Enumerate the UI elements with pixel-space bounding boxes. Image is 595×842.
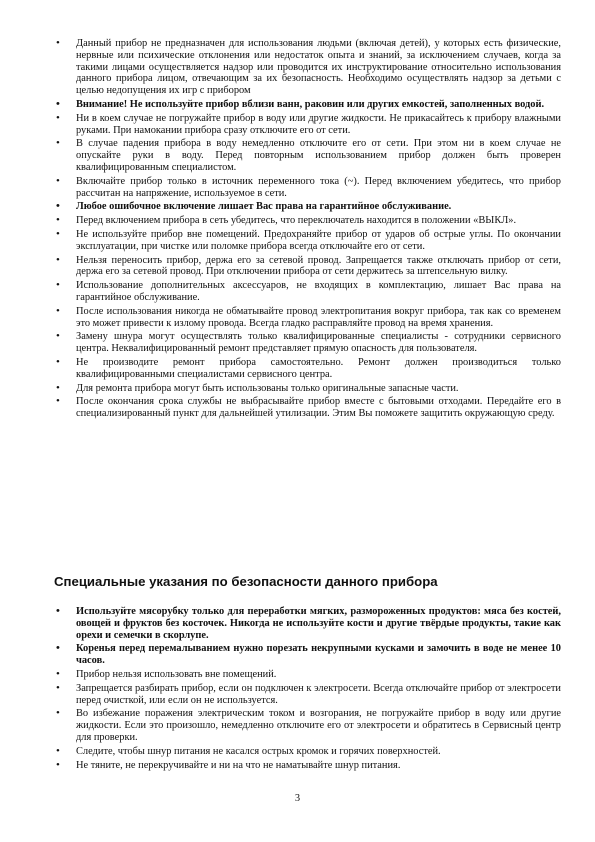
safety-item: • Использование дополнительных аксессуаров, не входящих в комплектацию, лишает Вас права на гарантийное обслуживание. xyxy=(54,280,561,304)
special-safety-list xyxy=(54,606,561,773)
safety-item: • Не производите ремонт прибора самостоятельно. Ремонт должен производиться только квалифицированными специалистами сервисного центра. xyxy=(54,357,561,381)
safety-item: • Данный прибор не предназначен для использования людьми (включая детей), у которых есть физические, нервные или психические отклонения или недостаток опыта и знаний, за исключением случаев, когда за такими лицами осуществляется надзор или проводится их инструктирование относительно использования данного прибора лицом, отвечающим за их безопасность. Необходимо осуществлять надзор за детьми с целью недопущения их игр с прибором xyxy=(54,38,561,97)
safety-item: • Замену шнура могут осуществлять только квалифицированные специалисты - сотрудники сервисного центра. Неквалифицированный ремонт представляет прямую опасность для пользователя. xyxy=(54,331,561,355)
special-item: • Запрещается разбирать прибор, если он подключен к электросети. Всегда отключайте прибор от электросети перед очисткой, или если он не используется. xyxy=(54,683,561,707)
safety-item: • Внимание! Не используйте прибор вблизи ванн, раковин или других емкостей, заполненных водой. xyxy=(54,99,561,111)
special-item: • Во избежание поражения электрическим током и возгорания, не погружайте прибор в воду или другие жидкости. Если это произошло, немедленно отключите его от электросети и обратитесь в Сервисный центр для проверки. xyxy=(54,708,561,743)
safety-item: • После использования никогда не обматывайте провод электропитания вокруг прибора, так как со временем это может привести к излому провода. Всегда гладко расправляйте провод на время хранения. xyxy=(54,306,561,330)
general-safety-list xyxy=(54,38,561,422)
safety-item: • Включайте прибор только в источник переменного тока (~). Перед включением убедитесь, что прибор рассчитан на напряжение, используемое в сети. xyxy=(54,176,561,200)
special-item: • Следите, чтобы шнур питания не касался острых кромок и горячих поверхностей. xyxy=(54,746,561,758)
safety-item: • После окончания срока службы не выбрасывайте прибор вместе с бытовыми отходами. Передайте его в специализированный пункт для дальнейшей утилизации. Этим Вы поможете защитить окружающую среду. xyxy=(54,396,561,420)
safety-item: • Для ремонта прибора могут быть использованы только оригинальные запасные части. xyxy=(54,383,561,395)
safety-item: • Ни в коем случае не погружайте прибор в воду или другие жидкости. Не прикасайтесь к прибору влажными руками. При намокании прибора сразу отключите его от сети. xyxy=(54,113,561,137)
safety-item: • В случае падения прибора в воду немедленно отключите его от сети. При этом ни в коем случае не опускайте руки в воду. Перед повторным использованием прибор должен быть проверен квалифицированным специалистом. xyxy=(54,138,561,173)
special-item: • Не тяните, не перекручивайте и ни на что не наматывайте шнур питания. xyxy=(54,760,561,772)
special-item: • Прибор нельзя использовать вне помещений. xyxy=(54,669,561,681)
safety-item: • Не используйте прибор вне помещений. Предохраняйте прибор от ударов об острые углы. По окончании эксплуатации, при чистке или поломке прибора всегда отключайте его от сети. xyxy=(54,229,561,253)
section-heading: Специальные указания по безопасности данного прибора xyxy=(54,574,438,589)
special-item: • Коренья перед перемалыванием нужно порезать некрупными кусками и замочить в воде не менее 10 часов. xyxy=(54,643,561,667)
page-number: 3 xyxy=(294,793,301,804)
safety-item: • Нельзя переносить прибор, держа его за сетевой провод. Запрещается также отключать прибор от сети, держа его за сетевой провод. При отключении прибора от сети держитесь за штепсельную вилку. xyxy=(54,255,561,279)
special-item: • Используйте мясорубку только для переработки мягких, размороженных продуктов: мяса без костей, овощей и фруктов без косточек. Никогда не используйте кости и другие твёрдые продукты, такие как орехи и семечки в скорлупе. xyxy=(54,606,561,641)
safety-item: • Перед включением прибора в сеть убедитесь, что переключатель находится в положении «ВЫКЛ». xyxy=(54,215,561,227)
safety-item: • Любое ошибочное включение лишает Вас права на гарантийное обслуживание. xyxy=(54,201,561,213)
